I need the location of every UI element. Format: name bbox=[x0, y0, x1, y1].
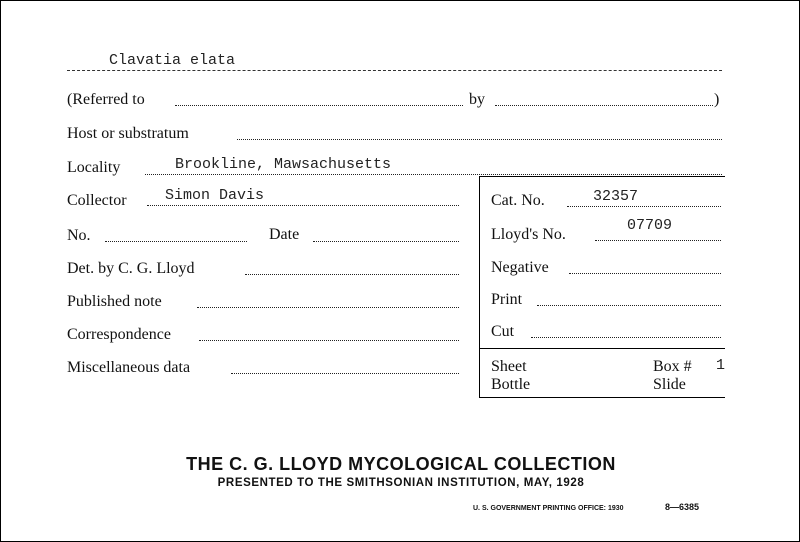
print-line bbox=[537, 305, 721, 306]
lloyds-no-label: Lloyd's No. bbox=[491, 226, 566, 243]
taxon-name-value: Clavatia elata bbox=[109, 52, 236, 69]
referred-to-label: (Referred to bbox=[67, 91, 145, 108]
collector-line bbox=[147, 205, 459, 206]
misc-label: Miscellaneous data bbox=[67, 359, 191, 376]
catalog-box-mid-border bbox=[479, 348, 725, 349]
collection-title: THE C. G. LLOYD MYCOLOGICAL COLLECTION bbox=[186, 454, 616, 474]
collector-label: Collector bbox=[67, 192, 127, 209]
cut-label: Cut bbox=[491, 323, 515, 340]
det-label: Det. by C. G. Lloyd bbox=[67, 260, 195, 277]
slide-label: Slide bbox=[653, 376, 686, 393]
collector-value: Simon Davis bbox=[165, 187, 265, 204]
by-line bbox=[495, 105, 713, 106]
cat-no-value: 32357 bbox=[593, 188, 639, 205]
print-label: Print bbox=[491, 291, 523, 308]
cat-no-label: Cat. No. bbox=[491, 192, 545, 209]
box-label: Box # bbox=[653, 358, 692, 375]
det-line bbox=[245, 274, 459, 275]
catalog-box-top-border bbox=[479, 176, 725, 177]
printer-imprint: U. S. GOVERNMENT PRINTING OFFICE: 1930 bbox=[473, 505, 624, 512]
bottle-label: Bottle bbox=[491, 376, 531, 393]
cut-line bbox=[531, 337, 721, 338]
host-label: Host or substratum bbox=[67, 125, 189, 142]
negative-line bbox=[569, 273, 721, 274]
box-value: 1 bbox=[716, 357, 726, 374]
published-label: Published note bbox=[67, 293, 162, 310]
correspondence-label: Correspondence bbox=[67, 326, 171, 343]
no-line bbox=[105, 241, 247, 242]
locality-label: Locality bbox=[67, 159, 121, 176]
by-label: by bbox=[469, 91, 485, 108]
referred-to-line bbox=[175, 105, 463, 106]
misc-line bbox=[231, 373, 459, 374]
date-line bbox=[313, 241, 459, 242]
taxon-name-line bbox=[67, 70, 722, 71]
locality-value: Brookline, Mawsachusetts bbox=[175, 156, 392, 173]
close-paren: ) bbox=[714, 91, 720, 108]
locality-line bbox=[145, 174, 722, 175]
published-line bbox=[197, 307, 459, 308]
lloyds-no-line bbox=[595, 240, 721, 241]
catalog-box-bottom-border bbox=[479, 397, 725, 398]
negative-label: Negative bbox=[491, 259, 549, 276]
cat-no-line bbox=[567, 206, 721, 207]
catalog-box-left-border bbox=[479, 176, 480, 398]
sheet-label: Sheet bbox=[491, 358, 527, 375]
lloyds-no-value: 07709 bbox=[627, 217, 673, 234]
form-number: 8—6385 bbox=[665, 502, 700, 512]
date-label: Date bbox=[269, 226, 300, 243]
correspondence-line bbox=[199, 340, 459, 341]
no-label: No. bbox=[67, 227, 91, 244]
host-line bbox=[237, 139, 722, 140]
collection-subtitle: PRESENTED TO THE SMITHSONIAN INSTITUTION, MAY, 1928 bbox=[217, 477, 585, 489]
